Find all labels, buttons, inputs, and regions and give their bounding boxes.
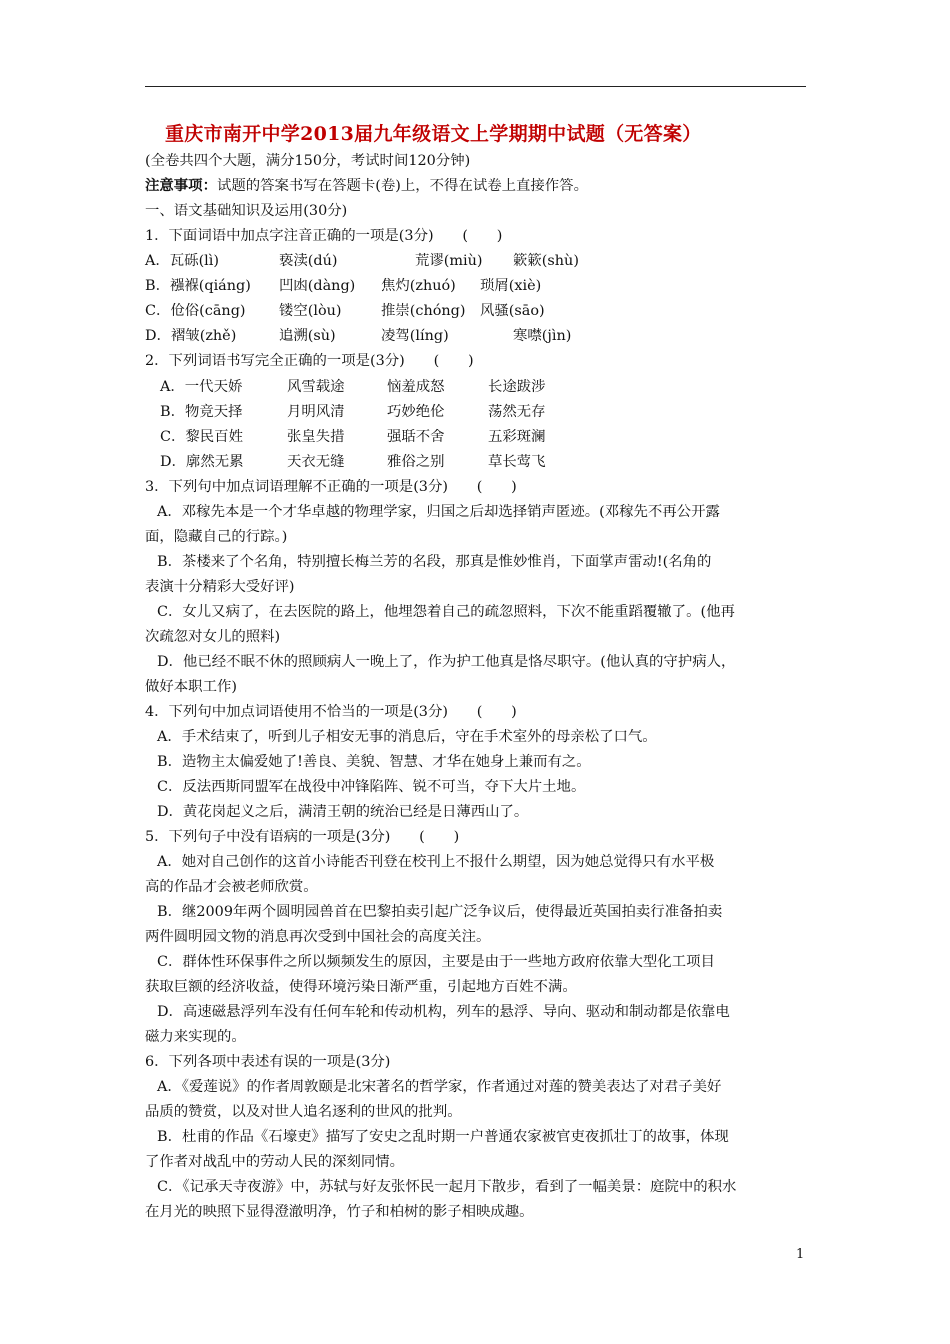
option-term: 焦灼(zhuó) bbox=[381, 278, 456, 294]
question-5-option-c-cont: 获取巨额的经济收益，使得环境污染日渐严重，引起地方百姓不满。 bbox=[145, 979, 577, 995]
question-3-option-a-cont: 面，隐藏自己的行踪。) bbox=[145, 529, 288, 545]
option-term: 恼羞成怒 bbox=[387, 379, 445, 395]
option-term: 镂空(lòu) bbox=[279, 303, 342, 319]
option-term: 推崇(chóng) bbox=[381, 303, 466, 319]
question-3-option-c-cont: 次疏忽对女儿的照料) bbox=[145, 629, 281, 645]
option-term: 月明风清 bbox=[287, 404, 345, 420]
section-heading: 一、语文基础知识及运用(30分) bbox=[145, 203, 348, 219]
question-5-option-b-cont: 两件圆明园文物的消息再次受到中国社会的高度关注。 bbox=[145, 929, 491, 945]
notice-text: 试题的答案书写在答题卡(卷)上，不得在试卷上直接作答。 bbox=[216, 178, 588, 194]
question-6-option-b: B．杜甫的作品《石壕吏》描写了安史之乱时期一户普通农家被官吏夜抓壮丁的故事，体现 bbox=[157, 1129, 729, 1145]
question-2-stem: 2．下列词语书写完全正确的一项是(3分) ( ) bbox=[145, 353, 474, 369]
question-5-option-b: B．继2009年两个圆明园兽首在巴黎拍卖引起广泛争议后，使得最近英国拍卖行准备拍卖 bbox=[157, 904, 723, 920]
exam-info: (全卷共四个大题，满分150分，考试时间120分钟) bbox=[145, 153, 471, 169]
header-rule bbox=[145, 86, 806, 87]
option-term: 寒噤(jìn) bbox=[513, 328, 572, 344]
option-term: 草长莺飞 bbox=[488, 454, 546, 470]
question-3-option-a: A．邓稼先本是一个才华卓越的物理学家，归国之后却选择销声匿迹。(邓稼先不再公开露 bbox=[157, 504, 720, 520]
question-5-option-d-cont: 磁力来实现的。 bbox=[145, 1029, 246, 1045]
question-3-option-d-cont: 做好本职工作) bbox=[145, 679, 237, 695]
question-5-option-d: D．高速磁悬浮列车没有任何车轮和传动机构，列车的悬浮、导向、驱动和制动都是依靠电 bbox=[157, 1004, 730, 1020]
option-term: 荒谬(miù) bbox=[415, 253, 483, 269]
option-term: A．一代天娇 bbox=[160, 379, 243, 395]
option-term: 强聒不舍 bbox=[387, 429, 445, 445]
option-term: 张皇失措 bbox=[287, 429, 345, 445]
option-term: 长途跋涉 bbox=[488, 379, 546, 395]
option-term: 风雪载途 bbox=[287, 379, 345, 395]
question-4-option-a: A．手术结束了，听到儿子相安无事的消息后，守在手术室外的母亲松了口气。 bbox=[157, 729, 657, 745]
option-term: C．黎民百姓 bbox=[160, 429, 243, 445]
question-5-option-a: A．她对自己创作的这首小诗能否刊登在校刊上不报什么期望，因为她总觉得只有水平极 bbox=[157, 854, 715, 870]
question-4-option-d: D．黄花岗起义之后，满清王朝的统治已经是日薄西山了。 bbox=[157, 804, 529, 820]
option-term: 琐屑(xiè) bbox=[480, 278, 542, 294]
option-term: B．襁褓(qiáng) bbox=[145, 278, 251, 294]
notice-label: 注意事项： bbox=[145, 177, 217, 194]
option-term: 荡然无存 bbox=[488, 404, 546, 420]
question-6-stem: 6．下列各项中表述有误的一项是(3分) bbox=[145, 1054, 391, 1070]
question-6-option-a-cont: 品质的赞赏，以及对世人追名逐利的世风的批判。 bbox=[145, 1104, 462, 1120]
question-3-option-b: B．茶楼来了个名角，特别擅长梅兰芳的名段，那真是惟妙惟肖，下面掌声雷动!(名角的 bbox=[157, 554, 712, 570]
option-term: C．伧俗(cāng) bbox=[145, 303, 246, 319]
option-term: 亵渎(dú) bbox=[279, 253, 338, 269]
question-4-option-b: B．造物主太偏爱她了!善良、美貌、智慧、才华在她身上兼而有之。 bbox=[157, 754, 591, 770]
page-number: 1 bbox=[796, 1247, 805, 1262]
option-term: 风骚(sāo) bbox=[480, 303, 545, 319]
option-term: B．物竞天择 bbox=[160, 404, 243, 420]
option-term: 凌驾(líng) bbox=[381, 328, 449, 344]
question-4-stem: 4．下列句中加点词语使用不恰当的一项是(3分) ( ) bbox=[145, 704, 517, 720]
question-5-stem: 5．下列句子中没有语病的一项是(3分) ( ) bbox=[145, 829, 460, 845]
question-4-option-c: C．反法西斯同盟军在战役中冲锋陷阵、锐不可当，夺下大片土地。 bbox=[157, 779, 586, 795]
question-5-option-a-cont: 高的作品才会被老师欣赏。 bbox=[145, 879, 318, 895]
option-term: 簌簌(shù) bbox=[513, 253, 579, 269]
option-term: 追溯(sù) bbox=[279, 328, 336, 344]
option-term: D．褶皱(zhě) bbox=[145, 328, 237, 344]
option-term: 巧妙绝伦 bbox=[387, 404, 445, 420]
question-5-option-c: C．群体性环保事件之所以频频发生的原因，主要是由于一些地方政府依靠大型化工项目 bbox=[157, 954, 715, 970]
question-3-option-c: C．女儿又病了，在去医院的路上，他埋怨着自己的疏忽照料，下次不能重蹈覆辙了。(他再 bbox=[157, 604, 735, 620]
question-6-option-c: C．《记承天寺夜游》中，苏轼与好友张怀民一起月下散步，看到了一幅美景：庭院中的积水 bbox=[157, 1179, 737, 1195]
option-term: 天衣无缝 bbox=[287, 454, 345, 470]
question-6-option-c-cont: 在月光的映照下显得澄澈明净，竹子和柏树的影子相映成趣。 bbox=[145, 1204, 534, 1220]
question-6-option-a: A．《爱莲说》的作者周敦颐是北宋著名的哲学家，作者通过对莲的赞美表达了对君子美好 bbox=[157, 1079, 722, 1095]
question-3-stem: 3．下列句中加点词语理解不正确的一项是(3分) ( ) bbox=[145, 479, 517, 495]
question-3-option-b-cont: 表演十分精彩大受好评) bbox=[145, 579, 295, 595]
question-6-option-b-cont: 了作者对战乱中的劳动人民的深刻同情。 bbox=[145, 1154, 405, 1170]
option-term: D．廓然无累 bbox=[160, 454, 244, 470]
option-term: A．瓦砾(lì) bbox=[145, 253, 219, 269]
page-title: 重庆市南开中学2013届九年级语文上学期期中试题（无答案） bbox=[165, 123, 702, 145]
notice-line bbox=[145, 176, 588, 196]
option-term: 雅俗之别 bbox=[387, 454, 445, 470]
question-1-stem: 1．下面词语中加点字注音正确的一项是(3分) ( ) bbox=[145, 228, 503, 244]
question-3-option-d: D．他已经不眠不休的照顾病人一晚上了，作为护工他真是恪尽职守。(他认真的守护病人， bbox=[157, 654, 736, 670]
option-term: 五彩斑澜 bbox=[488, 429, 546, 445]
option-term: 凹凼(dàng) bbox=[279, 278, 356, 294]
